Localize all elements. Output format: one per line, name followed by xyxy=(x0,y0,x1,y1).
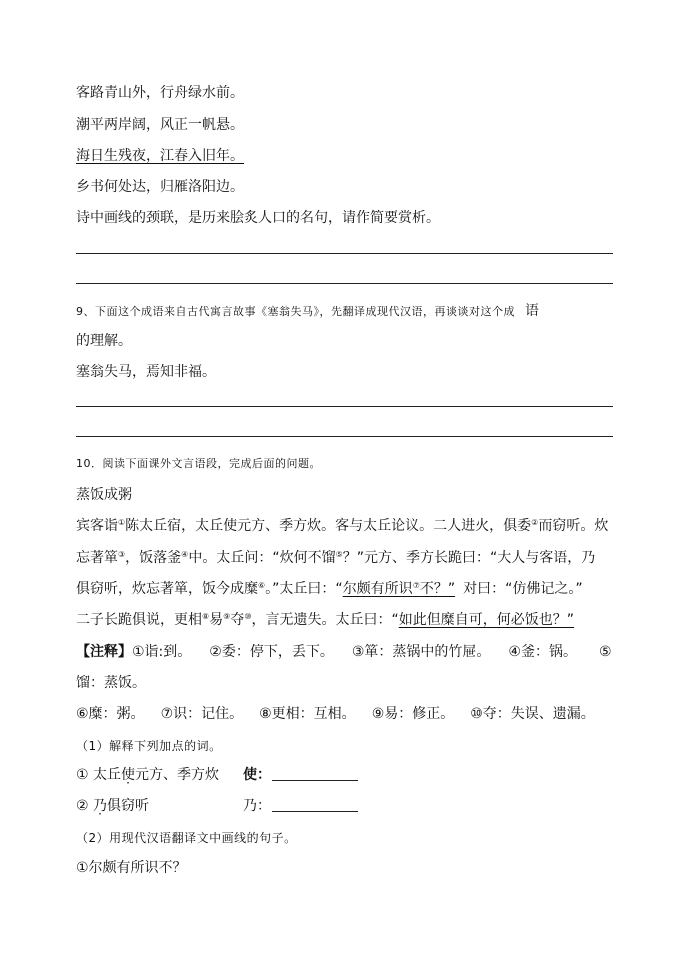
footnote-ref: ⑩ xyxy=(244,612,252,621)
poem-line-1: 客路青山外，行舟绿水前。 xyxy=(76,85,244,101)
passage-text: 中。太丘问：“炊何不馏 xyxy=(188,550,336,566)
term-label-shi: 使： xyxy=(243,767,271,783)
question-9-text xyxy=(76,302,540,321)
passage-text: 忘著箪 xyxy=(76,550,118,566)
passage-text: ？”元方、季方长跪曰：“大人与客语，乃 xyxy=(342,550,596,566)
footnote-ref: ⑥ xyxy=(258,581,266,590)
idiom-text: 塞翁失马，焉知非福。 xyxy=(76,364,216,380)
answer-line[interactable] xyxy=(76,436,613,437)
passage-line-2 xyxy=(76,549,595,567)
note-item: ③箪：蒸锅中的竹屉。 xyxy=(351,644,491,660)
footnote-ref: ⑨ xyxy=(223,612,231,621)
notes-line-1 xyxy=(76,643,612,661)
footnote-ref: ② xyxy=(531,518,539,527)
subquestion-1-item-2 xyxy=(76,797,149,815)
passage-text: 。”太丘曰：“ xyxy=(265,581,343,597)
subquestion-1-item-1 xyxy=(76,766,219,784)
passage-text: 俱窃听，炊忘著箪，饭今成糜 xyxy=(76,581,258,597)
question-9-line-1-end: 语 xyxy=(525,303,540,319)
note-item: ⑤ xyxy=(598,644,612,660)
note-item: ⑨易：修正。 xyxy=(371,706,455,722)
footnote-ref: ⑦ xyxy=(412,581,420,590)
item-text: 俱窃听 xyxy=(107,798,150,814)
note-item: ②委：停下，丢下。 xyxy=(209,644,334,660)
note-item: ④釜：锅。 xyxy=(508,644,577,660)
passage-text: 而窃听。炊 xyxy=(538,518,609,534)
passage-line-3 xyxy=(76,580,583,598)
passage-text: 二子长跪俱说，更相 xyxy=(76,612,202,628)
answer-line[interactable] xyxy=(76,283,613,284)
note-item: ①诣:到。 xyxy=(132,644,192,660)
poem-line-4: 乡书何处达，归雁洛阳边。 xyxy=(76,179,244,195)
answer-line[interactable] xyxy=(76,406,613,407)
answer-blank[interactable] xyxy=(272,766,358,781)
subquestion-2-item-1: ①尔颇有所识不？ xyxy=(76,860,187,876)
passage-text: ，饭落釜 xyxy=(125,550,182,566)
footnote-ref: ⑤ xyxy=(335,550,343,559)
poem-question-prompt: 诗中画线的颈联，是历来脍炙人口的名句，请作简要赏析。 xyxy=(76,210,440,226)
footnote-ref: ③ xyxy=(118,550,126,559)
dotted-word: 使 xyxy=(121,767,136,783)
term-label-nai: 乃： xyxy=(243,798,271,814)
underlined-sentence-1: 尔颇有所识⑦不？” xyxy=(342,581,456,597)
note-item: ⑦识：记住。 xyxy=(160,706,244,722)
footnote-ref: ④ xyxy=(181,550,189,559)
answer-blank[interactable] xyxy=(272,797,358,812)
passage-line-4 xyxy=(76,611,574,629)
footnote-ref: ⑧ xyxy=(202,612,210,621)
passage-text: 对曰：“仿佛记之。” xyxy=(463,581,583,597)
question-9-line-2: 的理解。 xyxy=(76,333,132,349)
passage-text: 陈太丘宿，太丘使元方、季方炊。客与太丘论议。二人进火，俱委 xyxy=(125,518,532,534)
note-item: ⑥糜：粥。 xyxy=(76,706,145,722)
notes-line-3 xyxy=(76,705,595,723)
passage-text: ，言无遗失。太丘曰：“ xyxy=(251,612,399,628)
poem-line-2: 潮平两岸阔，风正一帆悬。 xyxy=(76,117,244,133)
poem-line-3-underlined: 海日生残夜，江春入旧年。 xyxy=(76,148,244,164)
note-item: ⑩夺：失误、遗漏。 xyxy=(470,706,595,722)
question-10-heading: 10．阅读下面课外文言语段，完成后面的问题。 xyxy=(76,457,321,470)
passage-text: 宾客诣 xyxy=(76,518,118,534)
passage-line-1 xyxy=(76,517,608,535)
subquestion-2-heading: （2）用现代汉语翻译文中画线的句子。 xyxy=(76,831,297,845)
passage-title: 蒸饭成粥 xyxy=(76,487,132,503)
dotted-word: 乃 xyxy=(93,798,108,814)
footnote-ref: ① xyxy=(118,518,126,527)
subquestion-1-heading: （1）解释下列加点的词。 xyxy=(76,739,222,753)
passage-text: 夺 xyxy=(230,612,245,628)
item-label: ① 太丘 xyxy=(76,767,122,783)
note-item: ⑧更相：互相。 xyxy=(259,706,356,722)
answer-line[interactable] xyxy=(76,253,613,254)
underlined-sentence-2: 如此但糜自可，何必饭也？” xyxy=(398,612,575,628)
item-label: ② xyxy=(76,798,94,814)
question-9-line-1: 9、下面这个成语来自古代寓言故事《塞翁失马》，先翻译成现代汉语，再谈谈对这个成 xyxy=(76,305,515,318)
notes-label: 【注释】 xyxy=(76,644,132,660)
passage-text: 易 xyxy=(209,612,224,628)
item-text: 元方、季方炊 xyxy=(135,767,220,783)
notes-line-2: 馏：蒸饭。 xyxy=(76,675,146,691)
